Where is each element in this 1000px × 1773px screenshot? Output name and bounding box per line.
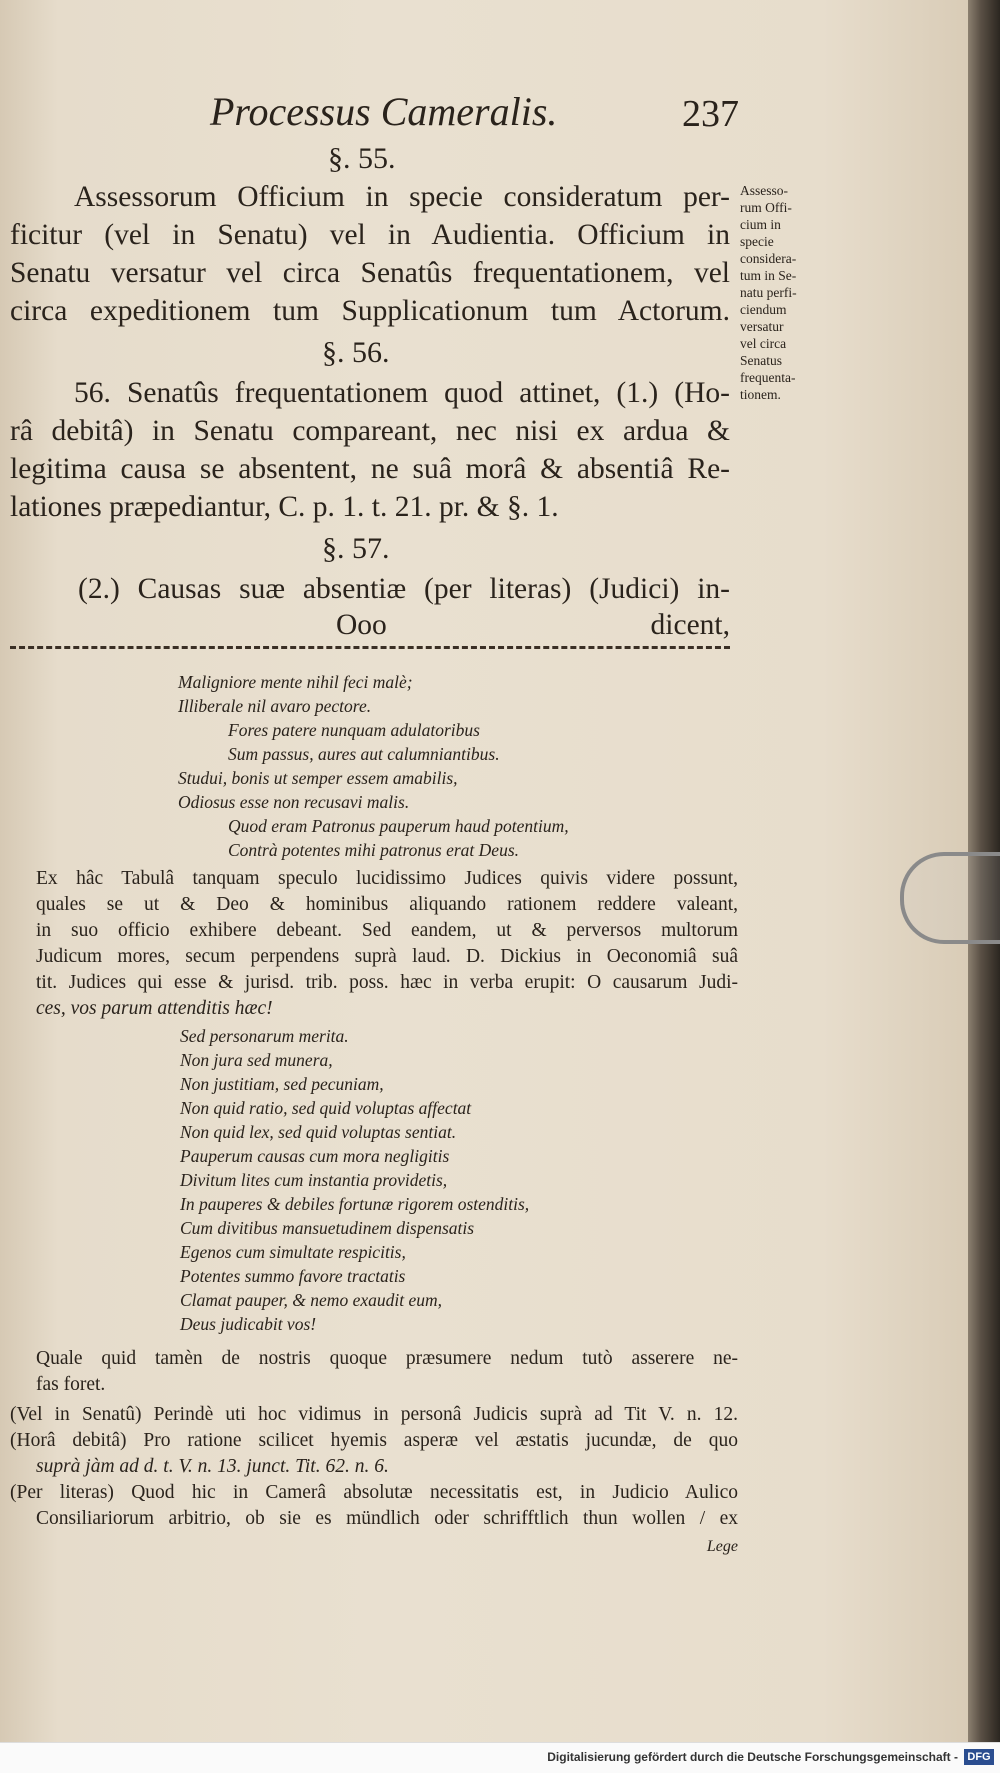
- footer-bar: [0, 1742, 1000, 1773]
- verse-line: Clamat pauper, & nemo exaudit eum,: [180, 1290, 442, 1310]
- catchword: dicent,: [650, 609, 730, 641]
- verse-line: Deus judicabit vos!: [180, 1314, 317, 1334]
- s55-line-1: Assessorum Officium in specie consideratum per-: [74, 181, 730, 213]
- verse-line: Non jura sed munera,: [180, 1050, 333, 1070]
- s55-line-3: Senatu versatur vel circa Senatûs frequentationem, vel: [10, 257, 730, 289]
- verse-line: Cum divitibus mansuetudinem dispensatis: [180, 1218, 475, 1238]
- paragraph-line: ces, vos parum attenditis hæc!: [36, 998, 273, 1019]
- paragraph-line: in suo officio exhibere debeant. Sed eandem, ut & perversos multorum: [36, 920, 738, 941]
- dfg-logo: DFG: [964, 1749, 994, 1765]
- margin-note: Assesso- rum Offi- cium in specie considera- tum in Se- natu perfi- ciendum versatur vel circa Senatus frequenta- tionem.: [740, 183, 797, 402]
- verse-line: Contrà potentes mihi patronus erat Deus.: [228, 840, 520, 860]
- verse-line: In pauperes & debiles fortunæ rigorem ostenditis,: [180, 1194, 530, 1214]
- page-number: 237: [682, 93, 739, 135]
- verse-line: Fores patere nunquam adulatoribus: [228, 720, 480, 740]
- verse-line: Non quid lex, sed quid voluptas sentiat.: [180, 1122, 457, 1142]
- verse-line: Sed personarum merita.: [180, 1026, 349, 1046]
- paragraph-line: Judicum mores, secum perpendens suprà laud. D. Dickius in Oeconomiâ suâ: [36, 946, 738, 967]
- paragraph-line: quales se ut & Deo & hominibus aliquando rationem reddere valeant,: [36, 894, 738, 915]
- note-line: (Per literas) Quod hic in Camerâ absolutæ necessitatis est, in Judicio Aulico: [10, 1482, 738, 1503]
- paragraph-line: fas foret.: [36, 1374, 106, 1395]
- note-line: suprà jàm ad d. t. V. n. 13. junct. Tit. 62. n. 6.: [36, 1456, 389, 1477]
- s55-line-4: circa expeditionem tum Supplicationum tum Actorum.: [10, 295, 730, 327]
- catchword-lege: Lege: [706, 1538, 738, 1555]
- note-line: (Vel in Senatû) Perindè uti hoc vidimus in personâ Judicis suprà ad Tit V. n. 12.: [10, 1404, 738, 1425]
- s56-line-4: lationes præpediantur, C. p. 1. t. 21. pr. & §. 1.: [10, 491, 559, 523]
- verse-line: Illiberale nil avaro pectore.: [178, 696, 372, 716]
- verse-line: Pauperum causas cum mora negligitis: [180, 1146, 450, 1166]
- footnote-rule: [10, 646, 730, 649]
- s56-line-2: râ debitâ) in Senatu compareant, nec nisi ex ardua &: [10, 415, 730, 447]
- running-title: Processus Cameralis.: [210, 89, 558, 134]
- verse-line: Non quid ratio, sed quid voluptas affectat: [180, 1098, 472, 1118]
- s57-line: (2.) Causas suæ absentiæ (per literas) (Judici) in-: [78, 573, 730, 605]
- note-line: Consiliariorum arbitrio, ob sie es mündlich oder schrifftlich thun wollen / ex: [36, 1508, 738, 1529]
- signature-mark: Ooo: [336, 609, 387, 641]
- verse-line: Studui, bonis ut semper essem amabilis,: [178, 768, 458, 788]
- verse-line: Non justitiam, sed pecuniam,: [180, 1074, 384, 1094]
- paragraph-line: Quale quid tamèn de nostris quoque præsumere nedum tutò asserere ne-: [36, 1348, 738, 1369]
- section-heading-55: §. 55.: [328, 142, 396, 175]
- footer-credit: Digitalisierung gefördert durch die Deutsche Forschungsgemeinschaft -: [547, 1750, 958, 1764]
- verse-line: Divitum lites cum instantia providetis,: [180, 1170, 448, 1190]
- verse-line: Egenos cum simultate respicitis,: [180, 1242, 406, 1262]
- verse-line: Potentes summo favore tractatis: [180, 1266, 406, 1286]
- section-heading-57: §. 57.: [322, 532, 390, 565]
- note-line: (Horâ debitâ) Pro ratione scilicet hyemis asperæ vel æstatis jucundæ, de quo: [10, 1430, 738, 1451]
- verse-line: Quod eram Patronus pauperum haud potentium,: [228, 816, 569, 836]
- s56-line-1: 56. Senatûs frequentationem quod attinet, (1.) (Ho-: [74, 377, 730, 409]
- s55-line-2: ficitur (vel in Senatu) vel in Audientia. Officium in: [10, 219, 730, 251]
- verse-line: Maligniore mente nihil feci malè;: [178, 672, 413, 692]
- s56-line-3: legitima causa se absentent, ne suâ morâ & absentiâ Re-: [10, 453, 730, 485]
- section-heading-56: §. 56.: [322, 336, 390, 369]
- verse-line: Odiosus esse non recusavi malis.: [178, 792, 410, 812]
- paragraph-line: tit. Judices qui esse & jurisd. trib. poss. hæc in verba erupit: O causarum Judi-: [36, 972, 738, 993]
- paragraph-line: Ex hâc Tabulâ tanquam speculo lucidissimo Judices quivis videre possunt,: [36, 868, 738, 889]
- verse-line: Sum passus, aures aut calumniantibus.: [228, 744, 500, 764]
- page-clip: [900, 852, 1000, 944]
